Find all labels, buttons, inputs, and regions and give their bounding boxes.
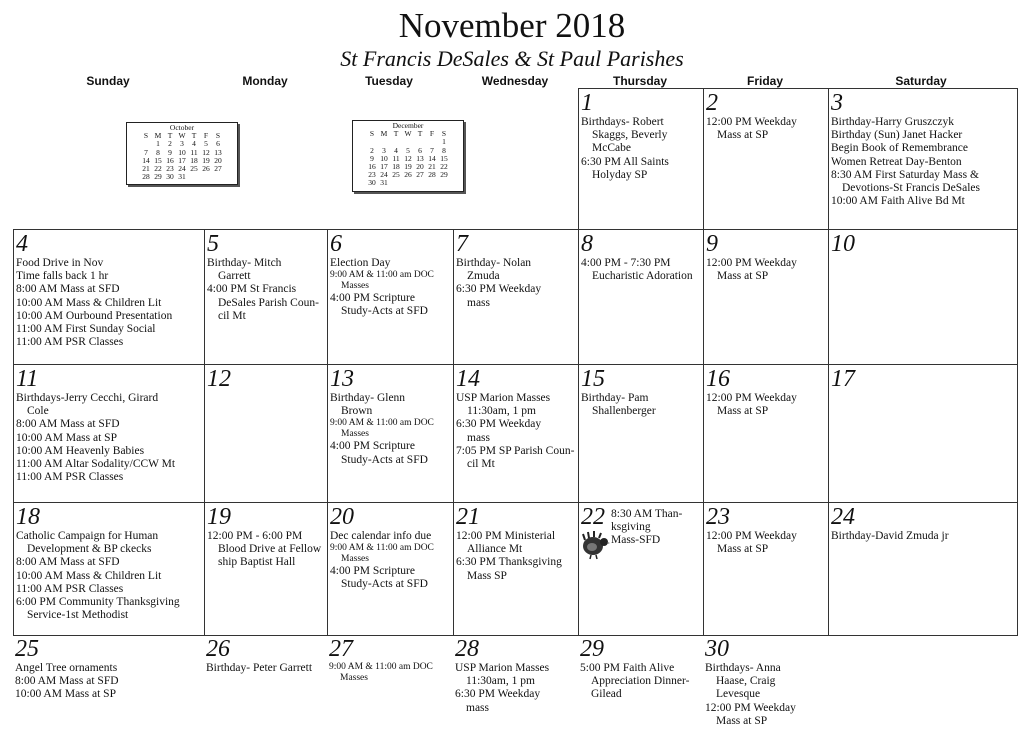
day-number: 25 [15,636,39,662]
day-number: 28 [455,636,479,662]
mini-calendar-date: 26 [404,170,412,180]
event-line: DeSales Parish Coun- [218,296,319,309]
mini-calendar-date: 30 [166,172,174,182]
event-line: Election Day [330,257,391,269]
event-line: 6:30 PM Weekday [456,283,542,296]
mini-calendar-date: 22 [154,164,162,174]
event-line: 6:00 PM Community Thanksgiving [16,596,180,609]
day-number: 23 [706,504,730,530]
event-line: Cole [27,405,49,418]
day-cell-26 [204,635,328,742]
mini-calendar-date: 14 [142,155,150,165]
event-line: mass [467,431,490,444]
day-cell-7 [453,229,579,365]
event-line: 8:30 AM First Saturday Mass & [831,168,979,181]
mini-calendar-day-letter: T [393,129,399,139]
mini-calendar-date: 12 [202,147,210,157]
mini-calendar-date: 20 [416,162,424,172]
day-number: 22 [581,504,605,530]
event-line: Angel Tree ornaments [15,662,118,674]
day-number: 8 [581,231,593,257]
event-line: 11:30am, 1 pm [466,675,535,688]
mini-calendar-date: 17 [380,162,388,172]
day-cell-5 [204,229,328,365]
event-line: Devotions-St Francis DeSales [842,182,980,195]
mini-calendar-day-letter: W [178,131,186,141]
mini-calendar-date: 28 [142,172,150,182]
event-line: Shallenberger [592,405,656,418]
event-line: 12:00 PM Weekday [706,116,797,128]
day-cell-16 [703,364,829,503]
event-line: Masses [341,554,369,565]
day-cell-11 [13,364,205,503]
mini-calendar-date: 3 [382,145,386,155]
day-cell-10 [828,229,1018,365]
event-line: 11:00 AM Altar Sodality/CCW Mt [16,458,176,471]
day-cell-13 [327,364,454,503]
event-line: ship Baptist Hall [218,556,296,569]
day-cell-17 [828,364,1018,503]
mini-calendar-date: 5 [406,145,410,155]
day-number: 5 [207,231,219,257]
day-number: 1 [581,90,593,116]
weekday-header-thursday: Thursday [612,74,667,88]
event-line: Masses [341,281,369,292]
weekday-header-wednesday: Wednesday [481,74,549,88]
event-line: McCabe [592,142,631,155]
weekday-header-sunday: Sunday [86,74,130,88]
event-line: Holyday SP [592,168,648,181]
mini-calendar-date: 21 [142,164,150,174]
event-line: 10:00 AM Mass at SP [15,688,116,701]
event-line: 12:00 PM - 6:00 PM [207,530,303,542]
event-line: Birthday- Nolan [456,257,532,269]
event-line: cil Mt [218,309,246,322]
day-cell-29 [578,635,704,742]
weekday-header-friday: Friday [746,74,783,88]
day-number: 6 [330,231,342,257]
event-line: 4:00 PM - 7:30 PM [581,257,671,269]
day-number: 9 [706,231,718,257]
event-line: Catholic Campaign for Human [16,530,159,542]
day-cell-3 [828,88,1018,230]
day-number: 21 [456,504,480,530]
day-cell-4 [13,229,205,365]
mini-calendar-date: 7 [144,147,148,157]
day-cell-8 [578,229,704,365]
day-number: 17 [831,366,855,392]
day-number: 29 [580,636,604,662]
mini-calendar-date: 2 [370,145,374,155]
mini-calendar-date: 18 [392,162,400,172]
event-line: 4:00 PM St Francis [207,283,297,296]
event-line: Study-Acts at SFD [341,578,428,591]
event-line: 12:00 PM Ministerial [456,530,556,542]
event-line: USP Marion Masses [456,392,551,404]
event-line: Development & BP ckecks [27,543,152,556]
mini-calendar-date: 29 [154,172,162,182]
day-cell-25 [13,635,205,742]
event-line: 4:00 PM Scripture [330,440,415,453]
day-cell-1 [578,88,704,230]
day-cell-12 [204,364,328,503]
mini-calendar-date: 20 [214,155,222,165]
event-line: 11:30am, 1 pm [467,405,536,418]
event-line: Eucharistic Adoration [592,270,693,283]
mini-calendar-date: 2 [168,139,172,149]
day-cell-9 [703,229,829,365]
event-line: Birthdays- Robert [581,116,664,128]
mini-calendar-date: 26 [202,164,210,174]
event-line: 7:05 PM SP Parish Coun- [456,444,575,457]
event-line: Gilead [591,688,622,701]
event-line: 9:00 AM & 11:00 am DOC [330,418,434,429]
mini-calendar-date: 25 [190,164,198,174]
event-line: Skaggs, Beverly [592,129,668,142]
mini-calendar-day-letter: S [441,129,447,139]
mini-calendar-date: 31 [380,178,388,188]
event-line: 12:00 PM Weekday [705,701,796,714]
event-line: Birthday- Pam [581,392,649,404]
event-line: Mass at SP [717,543,769,556]
event-line: 6:30 PM All Saints [581,155,669,168]
day-cell-19 [204,502,328,636]
event-line: 6:30 PM Thanksgiving [456,556,562,569]
event-line: Begin Book of Remembrance [831,142,969,155]
event-line: 10:00 AM Ourbound Presentation [16,309,173,322]
event-line: Alliance Mt [467,543,523,556]
event-line: 8:30 AM Than- [611,508,683,520]
day-number: 3 [831,90,843,116]
mini-calendar-day-letter: T [417,129,423,139]
event-line: 9:00 AM & 11:00 am DOC [329,662,433,672]
day-cell-15 [578,364,704,503]
day-number: 30 [705,636,729,662]
day-cell-22 [578,502,704,636]
event-line: ksgiving [611,521,651,534]
event-line: Garrett [218,270,251,283]
day-cell-24 [828,502,1018,636]
event-line: Levesque [716,688,761,701]
event-line: 10:00 AM Mass at SP [16,431,117,444]
event-line: Birthday-Harry Gruszczyk [831,116,954,128]
mini-calendar-date: 25 [392,170,400,180]
day-number: 26 [206,636,230,662]
event-line: Birthday-David Zmuda jr [831,530,949,542]
event-line: Brown [341,405,373,418]
mini-calendar-month: December [392,121,424,130]
mini-calendar-date: 24 [380,170,388,180]
day-cell-6 [327,229,454,365]
mini-calendar-day-letter: T [167,131,173,141]
day-number: 11 [16,366,39,392]
mini-calendar-date: 4 [394,145,398,155]
mini-calendar-date: 1 [156,139,160,149]
calendar-title: November 2018 [398,6,626,45]
event-line: 12:00 PM Weekday [706,530,797,542]
weekday-header-tuesday: Tuesday [365,74,413,88]
mini-calendar-date: 11 [190,147,198,157]
event-line: 8:00 AM Mass at SFD [16,283,120,296]
mini-calendar-date: 1 [442,137,446,147]
day-cell-14 [453,364,579,503]
mini-calendar-date: 7 [430,145,434,155]
mini-calendar-date: 12 [404,153,412,163]
event-line: 4:00 PM Scripture [330,565,415,578]
day-cell-23 [703,502,829,636]
mini-calendar-day-letter: M [380,129,388,139]
event-line: 5:00 PM Faith Alive [580,662,675,674]
event-line: Mass-SFD [611,534,661,547]
event-line: 10:00 AM Mass & Children Lit [16,296,162,309]
event-line: cil Mt [467,458,495,471]
mini-calendar-day-letter: W [404,129,412,139]
event-line: 8:00 AM Mass at SFD [16,418,120,431]
mini-calendar-date: 23 [368,170,376,180]
day-number: 24 [831,504,855,530]
event-line: Mass SP [467,569,507,582]
mini-calendar-date: 16 [368,162,376,172]
mini-calendar-date: 19 [202,155,210,165]
mini-calendar-date: 31 [178,172,186,182]
event-line: 11:00 AM First Sunday Social [16,323,156,336]
mini-calendar-day-letter: F [429,129,435,139]
mini-calendar-date: 27 [416,170,424,180]
event-line: USP Marion Masses [455,662,550,674]
day-cell-2 [703,88,829,230]
day-number: 2 [706,90,718,116]
day-cell-30 [703,635,829,742]
mini-calendar-date: 13 [214,147,222,157]
event-line: 8:00 AM Mass at SFD [15,675,119,688]
day-number: 16 [706,366,730,392]
day-cell-18 [13,502,205,636]
event-line: Masses [340,673,368,683]
mini-calendar-date: 15 [440,153,448,163]
mini-calendar-day-letter: S [143,131,149,141]
mini-calendar-date: 9 [168,147,172,157]
mini-calendar-date: 14 [428,153,436,163]
day-number: 27 [329,636,353,662]
mini-calendar-date: 8 [442,145,446,155]
event-line: 10:00 AM Heavenly Babies [16,444,145,457]
mini-calendar-month: October [169,123,195,132]
event-line: 4:00 PM Scripture [330,292,415,305]
event-line: 11:00 AM PSR Classes [16,336,124,349]
event-line: 8:00 AM Mass at SFD [16,556,120,569]
turkey-icon [581,530,611,560]
event-line: Birthday- Glenn [330,392,406,404]
day-number: 19 [207,504,231,530]
day-number: 7 [456,231,468,257]
mini-calendar-date: 28 [428,170,436,180]
event-line: mass [466,701,489,714]
calendar-subtitle: St Francis DeSales & St Paul Parishes [340,46,684,71]
mini-calendar-date: 6 [216,139,220,149]
event-line: Birthday- Mitch [207,257,282,269]
event-line: Haase, Craig [716,675,776,688]
mini-calendar-day-letter: T [191,131,197,141]
event-line: Study-Acts at SFD [341,453,428,466]
mini-calendar-date: 17 [178,155,186,165]
event-line: 11:00 AM PSR Classes [16,582,124,595]
event-line: 6:30 PM Weekday [455,688,541,701]
day-cell-20 [327,502,454,636]
day-number: 12 [207,366,231,392]
event-line: Appreciation Dinner- [591,675,690,688]
mini-calendar-day-letter: S [215,131,221,141]
day-number: 20 [330,504,354,530]
mini-calendar-date: 6 [418,145,422,155]
day-cell-27 [327,635,454,742]
event-line: Birthdays- Anna [705,662,781,674]
mini-calendar-date: 18 [190,155,198,165]
event-line: Birthday- Peter Garrett [206,662,313,674]
mini-calendar-date: 27 [214,164,222,174]
event-line: Birthday (Sun) Janet Hacker [831,129,963,142]
mini-calendar-day-letter: M [154,131,162,141]
event-line: Service-1st Methodist [27,609,129,622]
event-line: Masses [341,429,369,440]
mini-calendar-date: 3 [180,139,184,149]
event-line: Zmuda [467,270,500,283]
event-line: Mass at SP [716,714,768,727]
mini-calendar-date: 15 [154,155,162,165]
event-line: Food Drive in Nov [16,257,104,269]
mini-calendar-date: 16 [166,155,174,165]
event-line: Birthdays-Jerry Cecchi, Girard [16,392,159,404]
event-line: Study-Acts at SFD [341,305,428,318]
mini-calendar-date: 9 [370,153,374,163]
event-line: Blood Drive at Fellow [218,543,322,556]
mini-calendar-date: 11 [392,153,400,163]
event-line: 10:00 AM Mass & Children Lit [16,569,162,582]
mini-calendar-date: 21 [428,162,436,172]
day-number: 14 [456,366,480,392]
day-cell-28 [453,635,579,742]
event-line: Women Retreat Day-Benton [831,155,962,168]
event-line: Mass at SP [717,129,769,142]
weekday-header-saturday: Saturday [895,74,947,88]
mini-calendar-date: 29 [440,170,448,180]
mini-calendar-date: 4 [192,139,196,149]
day-number: 13 [330,366,354,392]
event-line: Dec calendar info due [330,530,432,542]
mini-calendar-date: 8 [156,147,160,157]
event-line: Mass at SP [717,270,769,283]
event-line: 6:30 PM Weekday [456,418,542,431]
day-number: 15 [581,366,605,392]
mini-calendar-date: 30 [368,178,376,188]
day-number: 18 [16,504,40,530]
day-number: 4 [16,231,28,257]
mini-calendar-date: 22 [440,162,448,172]
day-number: 10 [831,231,855,257]
mini-calendar-date: 24 [178,164,186,174]
event-line: Mass at SP [717,405,769,418]
event-line: 12:00 PM Weekday [706,392,797,404]
mini-calendar-day-letter: F [203,131,209,141]
mini-calendar-date: 13 [416,153,424,163]
event-line: 10:00 AM Faith Alive Bd Mt [831,195,965,208]
mini-calendar-date: 19 [404,162,412,172]
event-line: 11:00 AM PSR Classes [16,471,124,484]
mini-calendar-day-letter: S [369,129,375,139]
event-line: 12:00 PM Weekday [706,257,797,269]
mini-calendar-date: 23 [166,164,174,174]
day-cell-21 [453,502,579,636]
mini-calendar-date: 10 [178,147,186,157]
weekday-header-monday: Monday [242,74,288,88]
event-line: mass [467,296,490,309]
event-line: 9:00 AM & 11:00 am DOC [330,270,434,281]
event-line: Time falls back 1 hr [16,270,109,283]
mini-calendar-date: 5 [204,139,208,149]
event-line: 9:00 AM & 11:00 am DOC [330,543,434,554]
mini-calendar-date: 10 [380,153,388,163]
